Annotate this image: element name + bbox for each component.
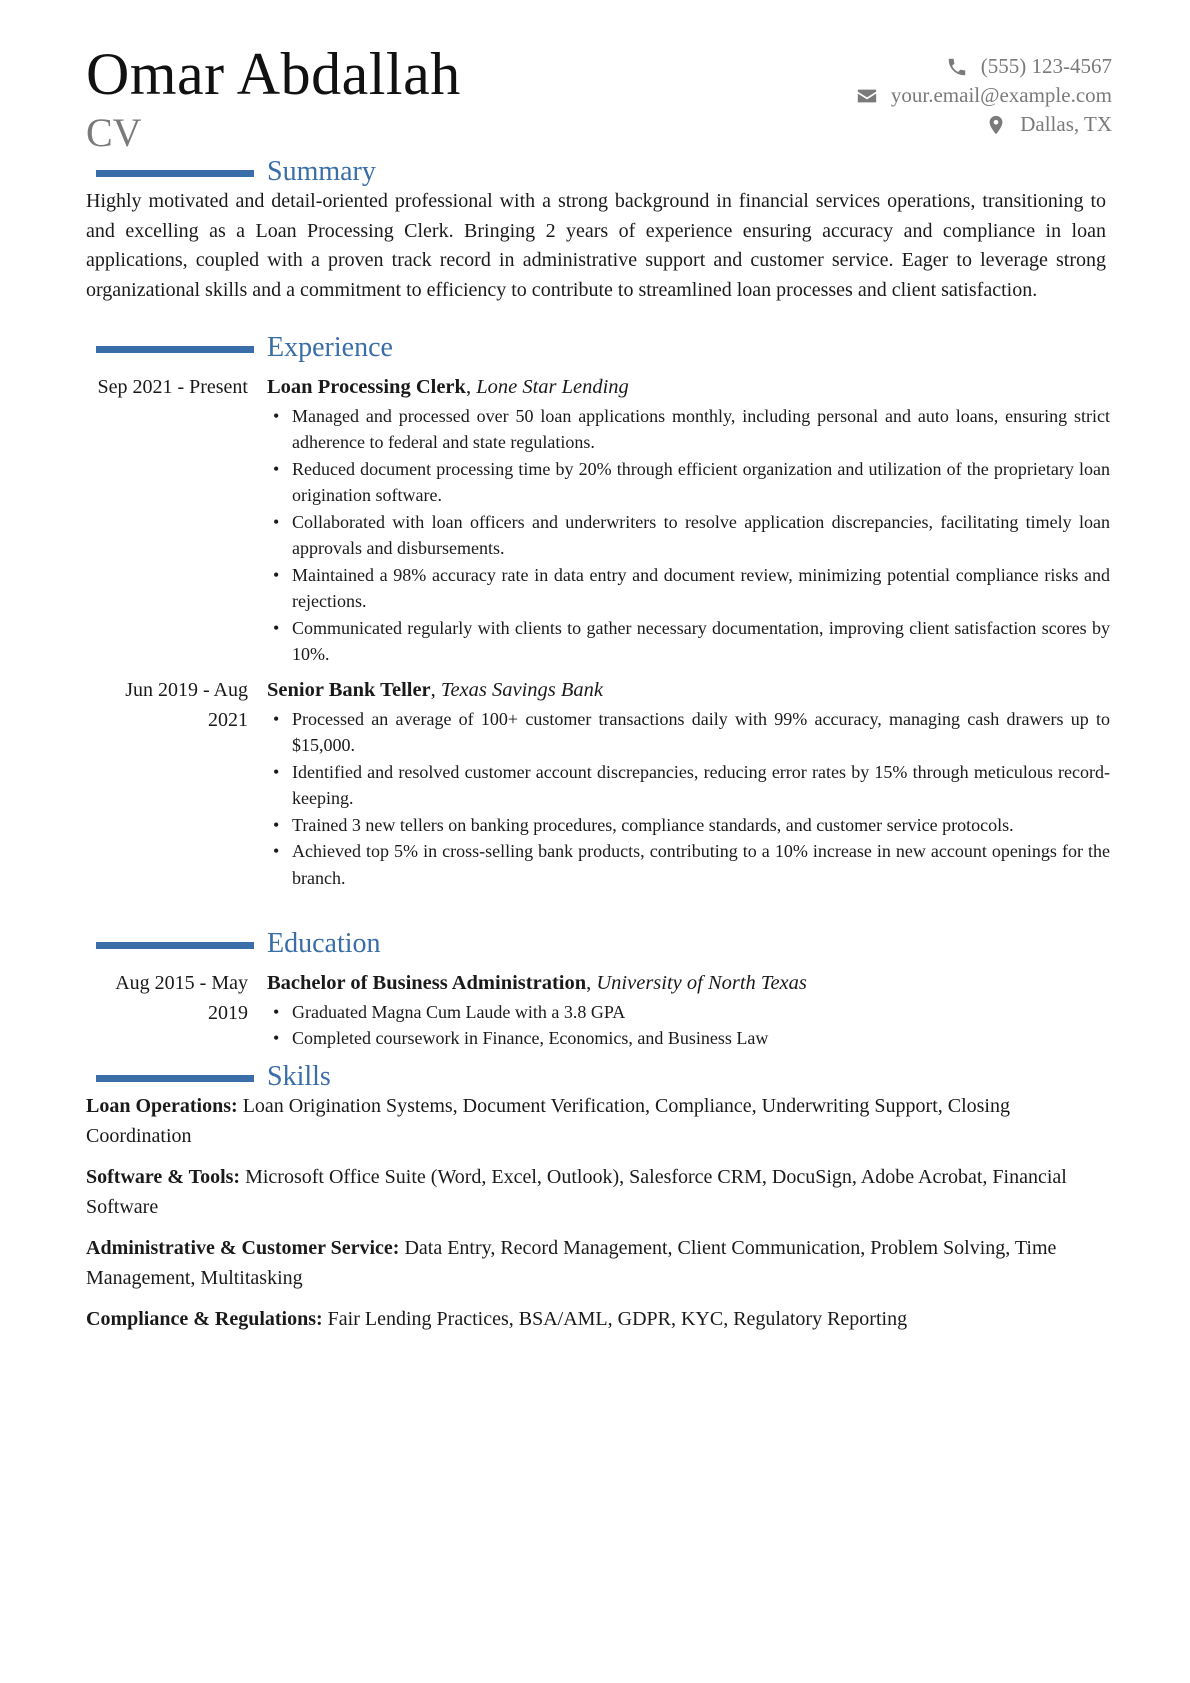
bullet-text: Completed coursework in Finance, Economics, and Business Law — [292, 1028, 769, 1048]
bullet-text: Reduced document processing time by 20% through efficient organization and utilization of the proprietary loan origination software. — [292, 458, 1110, 505]
bullet-text: Collaborated with loan officers and underwriters to resolve application discrepancies, facilitating timely loan approvals and disbursements. — [292, 511, 1110, 558]
contact-location — [592, 110, 1112, 139]
section-bar — [96, 1075, 254, 1082]
bullet-text: Communicated regularly with clients to gather necessary documentation, improving client satisfaction scores by 10%. — [292, 617, 1110, 664]
entry-heading: Bachelor of Business Administration, University of North Texas — [267, 972, 807, 994]
section-title: Experience — [267, 332, 393, 363]
skill-value: Data Entry, Record Management, Client Communication, Problem Solving, Time Management, Multitasking — [86, 1237, 1057, 1289]
skill-row — [86, 1234, 1110, 1293]
entry-title: Loan Processing Clerk — [267, 376, 466, 398]
list-item: • Reduced document processing time by 20% through efficient organization and utilization of the proprietary loan origination software. — [273, 458, 1110, 505]
entry-bullets — [267, 999, 1110, 1052]
entry-date: Sep 2021 - Present — [97, 376, 248, 398]
skill-label: Software & Tools: — [86, 1166, 241, 1188]
section-summary-header — [96, 155, 1096, 189]
email-text: your.email@example.com — [890, 83, 1112, 107]
entry-title: Bachelor of Business Administration — [267, 972, 587, 994]
entry-heading: Loan Processing Clerk, Lone Star Lending — [267, 376, 629, 398]
entry-body — [267, 676, 1110, 891]
skill-row — [86, 1305, 1110, 1335]
document-subtitle: CV — [86, 110, 142, 155]
skill-value: Loan Origination Systems, Document Verification, Compliance, Underwriting Support, Closing Coordination — [86, 1095, 1010, 1147]
contact-block — [592, 52, 1112, 139]
skill-label: Loan Operations: — [86, 1095, 238, 1117]
bullet-text: Managed and processed over 50 loan applications monthly, including personal and auto loans, ensuring strict adherence to federal and state regulations. — [292, 405, 1110, 452]
section-skills-header — [96, 1060, 1096, 1094]
list-item: • Identified and resolved customer account discrepancies, reducing error rates by 15% through meticulous record-keeping. — [273, 761, 1110, 808]
list-item: • Graduated Magna Cum Laude with a 3.8 GPA — [273, 1001, 626, 1022]
section-title: Education — [267, 928, 381, 959]
bullet-text: Achieved top 5% in cross-selling bank products, contributing to a 10% increase in new account openings for the branch. — [292, 841, 1110, 888]
section-experience-header — [96, 331, 1096, 365]
bullet-text: Trained 3 new tellers on banking procedures, compliance standards, and customer service protocols. — [292, 814, 1014, 835]
bullet-text: Processed an average of 100+ customer transactions daily with 99% accuracy, managing cash drawers up to $15,000. — [292, 708, 1110, 755]
contact-phone — [592, 52, 1112, 81]
entry-org: Texas Savings Bank — [440, 679, 604, 701]
section-title: Summary — [267, 156, 376, 187]
entry-heading: Senior Bank Teller, Texas Savings Bank — [267, 679, 604, 701]
list-item: • Communicated regularly with clients to gather necessary documentation, improving client satisfaction scores by 10%. — [273, 617, 1110, 664]
entry-body — [267, 373, 1110, 668]
list-item: • Collaborated with loan officers and underwriters to resolve application discrepancies, facilitating timely loan approvals and disbursements. — [273, 511, 1110, 558]
skill-row — [86, 1163, 1110, 1222]
skill-value: Microsoft Office Suite (Word, Excel, Outlook), Salesforce CRM, DocuSign, Adobe Acrobat, Financial Software — [86, 1166, 1067, 1218]
skill-value: Fair Lending Practices, BSA/AML, GDPR, KYC, Regulatory Reporting — [327, 1308, 908, 1330]
section-bar — [96, 346, 254, 353]
entry-title: Senior Bank Teller — [267, 679, 431, 701]
skill-label: Compliance & Regulations: — [86, 1308, 323, 1330]
list-item: • Maintained a 98% accuracy rate in data entry and document review, minimizing potential compliance risks and rejections. — [273, 564, 1110, 611]
bullet-text: Identified and resolved customer account discrepancies, reducing error rates by 15% through meticulous record-keeping. — [292, 761, 1110, 808]
skill-row — [86, 1092, 1110, 1151]
list-item: • Completed coursework in Finance, Economics, and Business Law — [273, 1028, 769, 1048]
list-item: • Achieved top 5% in cross-selling bank products, contributing to a 10% increase in new account openings for the branch. — [273, 841, 1110, 888]
section-bar — [96, 942, 254, 949]
entry-date: Jun 2019 - Aug 2021 — [125, 679, 248, 731]
list-item: • Processed an average of 100+ customer transactions daily with 99% accuracy, managing cash drawers up to $15,000. — [273, 708, 1110, 755]
section-title: Skills — [267, 1061, 331, 1092]
envelope-icon — [855, 85, 879, 107]
section-bar — [96, 170, 254, 177]
entry-org: Lone Star Lending — [476, 376, 629, 398]
entry-body — [267, 969, 1110, 1052]
entry-bullets — [267, 706, 1110, 892]
candidate-name: Omar Abdallah — [86, 41, 461, 107]
contact-email — [592, 81, 1112, 110]
location-text: Dallas, TX — [1020, 112, 1112, 136]
bullet-text: Maintained a 98% accuracy rate in data entry and document review, minimizing potential compliance risks and rejections. — [292, 564, 1110, 611]
summary-text: Highly motivated and detail-oriented professional with a strong background in financial services operations, transitioning to and excelling as a Loan Processing Clerk. Bringing 2 years of experience ensuring accuracy and compliance in loan applications, coupled with a proven track record in administrative support and customer service. Eager to leverage strong organizational skills and a commitment to efficiency to contribute to streamlined loan processes and client satisfaction. — [86, 190, 1106, 301]
section-education-header — [96, 927, 1096, 961]
entry-date: Aug 2015 - May 2019 — [115, 972, 248, 1024]
skill-label: Administrative & Customer Service: — [86, 1237, 400, 1259]
entry-bullets — [267, 403, 1110, 668]
phone-text: (555) 123-4567 — [980, 54, 1112, 78]
map-marker-icon — [984, 114, 1008, 136]
list-item: • Trained 3 new tellers on banking procedures, compliance standards, and customer service protocols. — [273, 814, 1014, 835]
list-item: • Managed and processed over 50 loan applications monthly, including personal and auto loans, ensuring strict adherence to federal and state regulations. — [273, 405, 1110, 452]
bullet-text: Graduated Magna Cum Laude with a 3.8 GPA — [292, 1001, 626, 1022]
phone-icon — [945, 56, 969, 78]
entry-org: University of North Texas — [596, 972, 807, 994]
